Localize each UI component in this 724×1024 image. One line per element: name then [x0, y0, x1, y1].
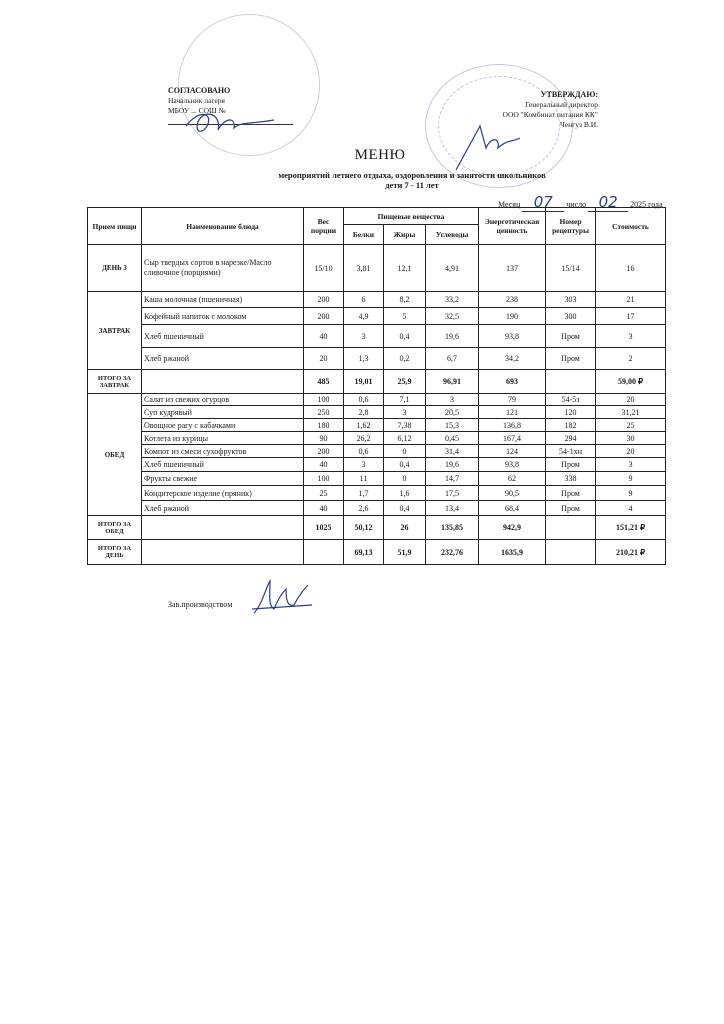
header-energy: Энергетическая ценность [479, 208, 546, 245]
protein-cell: 4,9 [344, 308, 384, 325]
header-carbs: Углеводы [426, 225, 479, 245]
production-manager-label: Зав.производством [168, 600, 233, 609]
day-label: число [566, 200, 587, 209]
fat-cell: 7,1 [384, 394, 426, 406]
total-recipe [546, 370, 596, 394]
energy-cell: 93,8 [479, 325, 546, 348]
fat-cell: 5 [384, 308, 426, 325]
total-carbs: 135,85 [426, 516, 479, 540]
cost-cell: 20 [596, 445, 666, 458]
total-label: ИТОГО ЗА ЗАВТРАК [88, 370, 142, 394]
energy-cell: 137 [479, 245, 546, 292]
total-fat: 25,9 [384, 370, 426, 394]
total-fat: 26 [384, 516, 426, 540]
weight-cell: 180 [304, 419, 344, 432]
total-cost: 210,21 ₽ [596, 540, 666, 565]
recipe-cell: 300 [546, 308, 596, 325]
protein-cell: 26,2 [344, 432, 384, 445]
carbs-cell: 20,5 [426, 406, 479, 419]
table-row [88, 472, 666, 486]
weight-cell: 200 [304, 308, 344, 325]
total-recipe [546, 540, 596, 565]
cost-cell: 31,21 [596, 406, 666, 419]
recipe-cell: 294 [546, 432, 596, 445]
agreed-organization: МБОУ ... СОШ № [168, 106, 226, 115]
carbs-cell: 15,3 [426, 419, 479, 432]
total-protein: 50,12 [344, 516, 384, 540]
protein-cell: 3 [344, 458, 384, 472]
header-nutrients: Пищевые вещества [344, 208, 479, 225]
total-weight: 1025 [304, 516, 344, 540]
cost-cell: 30 [596, 432, 666, 445]
total-row-lunch [88, 516, 666, 540]
production-manager-signature [248, 575, 318, 620]
weight-cell: 40 [304, 501, 344, 516]
table-row [88, 325, 666, 348]
cost-cell: 20 [596, 394, 666, 406]
fat-cell: 8,2 [384, 292, 426, 308]
energy-cell: 68,4 [479, 501, 546, 516]
table-row [88, 348, 666, 370]
menu-table [87, 207, 666, 565]
protein-cell: 6 [344, 292, 384, 308]
carbs-cell: 19,6 [426, 325, 479, 348]
approved-name: Ченгуз В.И. [559, 120, 598, 129]
total-recipe [546, 516, 596, 540]
table-row [88, 486, 666, 501]
total-label: ИТОГО ЗА ДЕНЬ [88, 540, 142, 565]
table-row [88, 432, 666, 445]
cost-cell: 25 [596, 419, 666, 432]
dish-name: Суп кудрявый [142, 406, 304, 419]
cost-cell: 2 [596, 348, 666, 370]
carbs-cell: 14,7 [426, 472, 479, 486]
agreed-position: Начальник лагеря [168, 96, 225, 105]
energy-cell: 121 [479, 406, 546, 419]
document-purpose: мероприятий летнего отдыха, оздоровления и занятости школьников [278, 170, 546, 180]
weight-cell: 15/10 [304, 245, 344, 292]
carbs-cell: 31,4 [426, 445, 479, 458]
fat-cell: 0 [384, 472, 426, 486]
dish-name: Компот из смеси сухофруктов [142, 445, 304, 458]
age-group: дети 7 - 11 лет [385, 180, 439, 190]
header-recipe: Номер рецептуры [546, 208, 596, 245]
header-protein: Белки [344, 225, 384, 245]
total-cost: 151,21 ₽ [596, 516, 666, 540]
header-fat: Жиры [384, 225, 426, 245]
recipe-cell: 338 [546, 472, 596, 486]
recipe-cell: 54-1хн [546, 445, 596, 458]
approved-position: Генеральный директор [525, 100, 598, 109]
fat-cell: 0,2 [384, 348, 426, 370]
protein-cell: 1,3 [344, 348, 384, 370]
weight-cell: 20 [304, 348, 344, 370]
weight-cell: 250 [304, 406, 344, 419]
protein-cell: 0,6 [344, 394, 384, 406]
energy-cell: 90,5 [479, 486, 546, 501]
empty-cell [142, 540, 304, 565]
day-label-cell: ДЕНЬ 3 [88, 245, 142, 292]
cost-cell: 17 [596, 308, 666, 325]
energy-cell: 136,8 [479, 419, 546, 432]
recipe-cell: Пром [546, 501, 596, 516]
table-row [88, 245, 666, 292]
dish-name: Котлета из курицы [142, 432, 304, 445]
approved-title: УТВЕРЖДАЮ: [540, 90, 598, 99]
day-value: 02 [598, 193, 618, 211]
agreed-signature [178, 104, 288, 144]
empty-cell [142, 370, 304, 394]
fat-cell: 1,6 [384, 486, 426, 501]
approved-organization: ООО "Комбинат питания КК" [502, 110, 598, 119]
cost-cell: 16 [596, 245, 666, 292]
fat-cell: 0,4 [384, 458, 426, 472]
agreed-title: СОГЛАСОВАНО [168, 86, 231, 95]
meal-lunch: ОБЕД [88, 394, 142, 516]
energy-cell: 79 [479, 394, 546, 406]
table-row [88, 406, 666, 419]
table-row [88, 292, 666, 308]
protein-cell: 3,81 [344, 245, 384, 292]
header-meal: Прием пищи [88, 208, 142, 245]
protein-cell: 1,7 [344, 486, 384, 501]
energy-cell: 34,2 [479, 348, 546, 370]
total-protein: 69,13 [344, 540, 384, 565]
dish-name: Кондитерское изделие (пряник) [142, 486, 304, 501]
total-carbs: 232,76 [426, 540, 479, 565]
total-energy: 693 [479, 370, 546, 394]
carbs-cell: 33,2 [426, 292, 479, 308]
header-dish: Наименование блюда [142, 208, 304, 245]
cost-cell: 21 [596, 292, 666, 308]
protein-cell: 11 [344, 472, 384, 486]
recipe-cell: Пром [546, 458, 596, 472]
weight-cell: 200 [304, 292, 344, 308]
document-title: МЕНЮ [354, 147, 406, 163]
month-label: Месяц [498, 200, 521, 209]
cost-cell: 9 [596, 486, 666, 501]
protein-cell: 1,62 [344, 419, 384, 432]
month-value: 07 [533, 193, 553, 211]
carbs-cell: 17,5 [426, 486, 479, 501]
total-weight: 485 [304, 370, 344, 394]
document-subtitle [0, 170, 724, 190]
weight-cell: 40 [304, 458, 344, 472]
dish-name: Сыр твердых сортов в нарезке/Масло сливочное (порциями) [142, 245, 304, 292]
dish-name: Хлеб пшеничный [142, 325, 304, 348]
fat-cell: 0,4 [384, 325, 426, 348]
carbs-cell: 32,5 [426, 308, 479, 325]
header-weight: Вес порции [304, 208, 344, 245]
table-row [88, 419, 666, 432]
fat-cell: 3 [384, 406, 426, 419]
protein-cell: 2,8 [344, 406, 384, 419]
recipe-cell: Пром [546, 486, 596, 501]
carbs-cell: 4,91 [426, 245, 479, 292]
total-cost: 59,00 ₽ [596, 370, 666, 394]
dish-name: Хлеб ржаной [142, 348, 304, 370]
total-protein: 19,01 [344, 370, 384, 394]
dish-name: Кофейный напиток с молоком [142, 308, 304, 325]
table-row [88, 394, 666, 406]
carbs-cell: 3 [426, 394, 479, 406]
table-row [88, 445, 666, 458]
header-cost: Стоимость [596, 208, 666, 245]
protein-cell: 2,6 [344, 501, 384, 516]
cost-cell: 4 [596, 501, 666, 516]
table-row [88, 308, 666, 325]
total-weight [304, 540, 344, 565]
weight-cell: 40 [304, 325, 344, 348]
protein-cell: 0,6 [344, 445, 384, 458]
dish-name: Салат из свежих огурцов [142, 394, 304, 406]
energy-cell: 93,8 [479, 458, 546, 472]
cost-cell: 3 [596, 458, 666, 472]
table-row [88, 458, 666, 472]
total-carbs: 96,91 [426, 370, 479, 394]
total-energy: 1635,9 [479, 540, 546, 565]
energy-cell: 124 [479, 445, 546, 458]
cost-cell: 9 [596, 472, 666, 486]
carbs-cell: 6,7 [426, 348, 479, 370]
weight-cell: 100 [304, 394, 344, 406]
protein-cell: 3 [344, 325, 384, 348]
table-row [88, 501, 666, 516]
carbs-cell: 0,45 [426, 432, 479, 445]
energy-cell: 62 [479, 472, 546, 486]
total-label: ИТОГО ЗА ОБЕД [88, 516, 142, 540]
weight-cell: 25 [304, 486, 344, 501]
total-row-day [88, 540, 666, 565]
recipe-cell: 120 [546, 406, 596, 419]
total-energy: 942,9 [479, 516, 546, 540]
fat-cell: 7,38 [384, 419, 426, 432]
dish-name: Хлеб ржаной [142, 501, 304, 516]
recipe-cell: 54-5з [546, 394, 596, 406]
weight-cell: 200 [304, 445, 344, 458]
carbs-cell: 13,4 [426, 501, 479, 516]
total-row-breakfast [88, 370, 666, 394]
carbs-cell: 19,6 [426, 458, 479, 472]
weight-cell: 90 [304, 432, 344, 445]
fat-cell: 0 [384, 445, 426, 458]
weight-cell: 100 [304, 472, 344, 486]
dish-name: Фрукты свежие [142, 472, 304, 486]
meal-breakfast: ЗАВТРАК [88, 292, 142, 370]
fat-cell: 6,12 [384, 432, 426, 445]
recipe-cell: 15/14 [546, 245, 596, 292]
recipe-cell: Пром [546, 348, 596, 370]
cost-cell: 3 [596, 325, 666, 348]
energy-cell: 167,4 [479, 432, 546, 445]
dish-name: Каша молочная (пшеничная) [142, 292, 304, 308]
energy-cell: 238 [479, 292, 546, 308]
year-label: 2025 года [630, 200, 663, 209]
fat-cell: 0,4 [384, 501, 426, 516]
dish-name: Хлеб пшеничный [142, 458, 304, 472]
recipe-cell: Пром [546, 325, 596, 348]
fat-cell: 12,1 [384, 245, 426, 292]
total-fat: 51,9 [384, 540, 426, 565]
dish-name: Овощное рагу с кабачками [142, 419, 304, 432]
energy-cell: 190 [479, 308, 546, 325]
recipe-cell: 303 [546, 292, 596, 308]
recipe-cell: 182 [546, 419, 596, 432]
empty-cell [142, 516, 304, 540]
